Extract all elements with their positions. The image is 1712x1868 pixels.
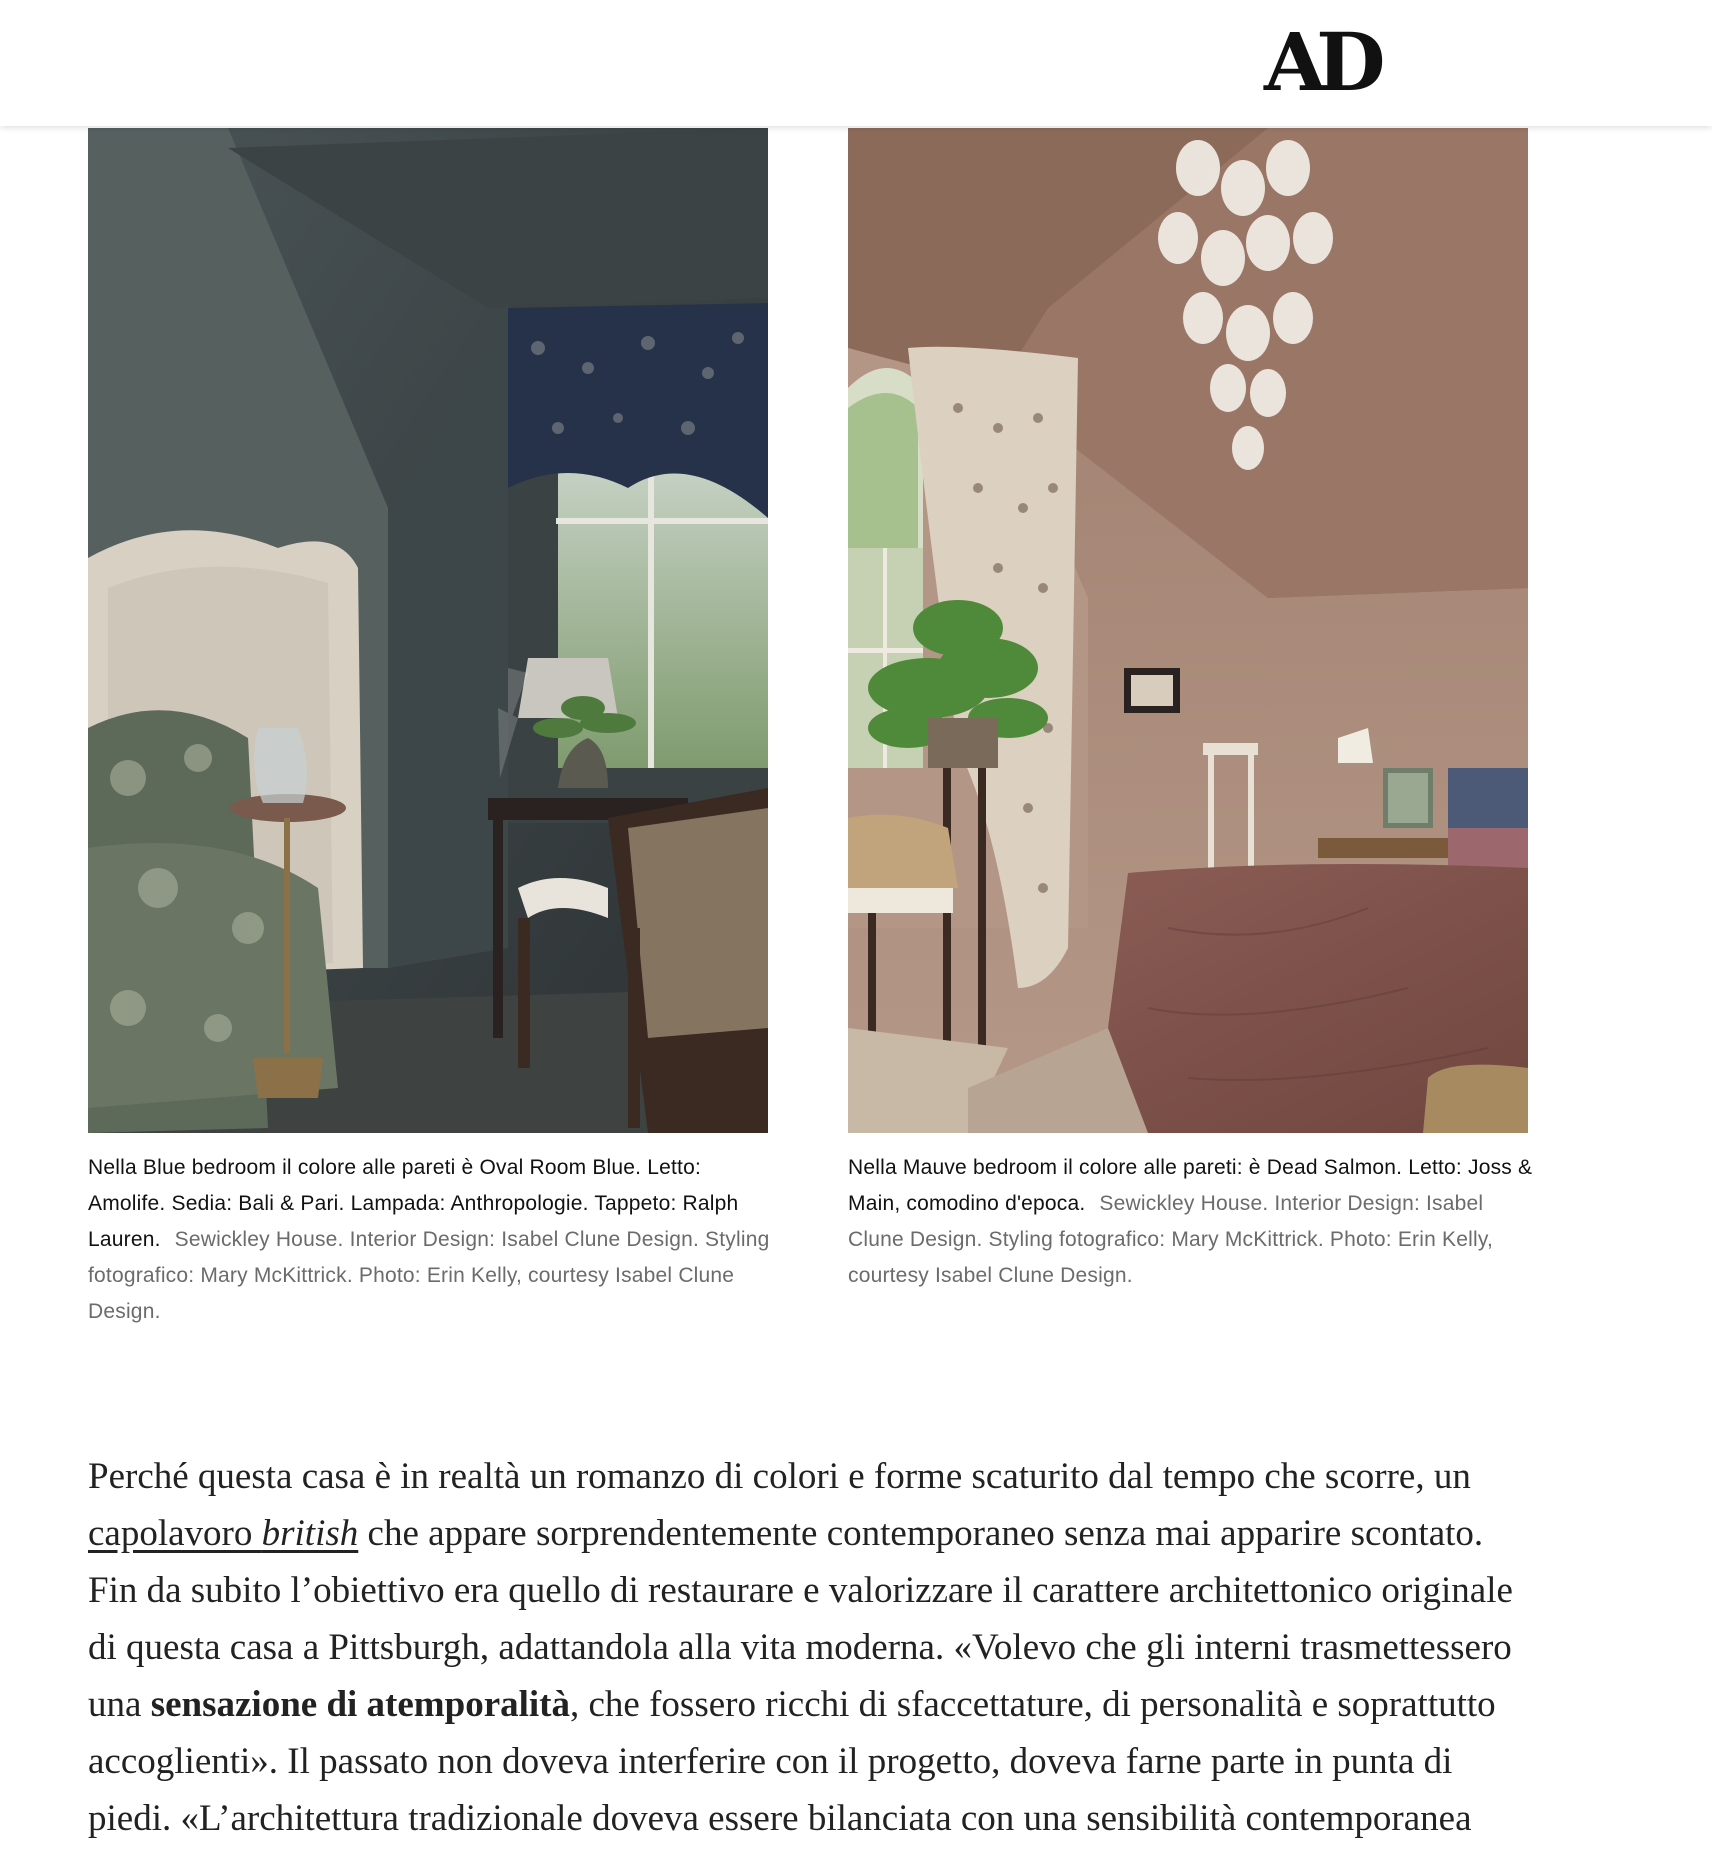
mauve-bedroom-caption xyxy=(848,1150,1536,1294)
mauve-bedroom-photo[interactable] xyxy=(848,128,1528,1133)
blue-bedroom-photo[interactable] xyxy=(88,128,768,1133)
ad-logo[interactable]: AD xyxy=(1264,15,1376,109)
caption-text: Nella Mauve bedroom il colore alle pareti: è Dead Salmon. Letto: Joss & Main, comodino d'epoca. xyxy=(848,1156,1533,1215)
article-text: Perché questa casa è in realtà un romanzo di colori e forme scaturito dal tempo che scorre, un xyxy=(88,1456,1471,1497)
link-italic-text: british xyxy=(261,1513,359,1554)
blue-bedroom-caption xyxy=(88,1150,776,1330)
article-text: che appare sorprendentemente contemporaneo senza mai apparire scontato. Fin da subito l’obiettivo era quello di restaurare e valorizzare il carattere architettonico originale di questa casa a Pittsburgh, adattandola alla vita moderna. «Volevo che gli interni trasmettessero una xyxy=(88,1513,1513,1725)
caption-credit: Sewickley House. Interior Design: Isabel Clune Design. Styling fotografico: Mary McKittrick. Photo: Erin Kelly, courtesy Isabel Clune Design. xyxy=(848,1192,1494,1287)
blue-bedroom-image xyxy=(88,128,768,1133)
article-paragraph xyxy=(88,1448,1538,1847)
link-text: capolavoro xyxy=(88,1513,262,1554)
article-text: , che fossero ricchi di sfaccettature, di personalità e soprattutto accoglienti». Il passato non doveva interferire con il progetto, doveva farne parte in punta di piedi. «L’architettura tradizionale doveva essere bilanciata con una sensibilità contemporanea xyxy=(88,1684,1496,1839)
mauve-bedroom-image xyxy=(848,128,1528,1133)
article-bold-text: sensazione di atemporalità xyxy=(150,1684,570,1725)
capolavoro-british-link[interactable] xyxy=(88,1513,358,1554)
caption-credit: Sewickley House. Interior Design: Isabel Clune Design. Styling fotografico: Mary McKittrick. Photo: Erin Kelly, courtesy Isabel Clune Design. xyxy=(88,1228,770,1323)
site-header xyxy=(0,0,1712,126)
article-body xyxy=(88,1448,1538,1847)
caption-text: Nella Blue bedroom il colore alle pareti è Oval Room Blue. Letto: Amolife. Sedia: Bali & Pari. Lampada: Anthropologie. Tappeto: Ralph Lauren. xyxy=(88,1156,739,1251)
